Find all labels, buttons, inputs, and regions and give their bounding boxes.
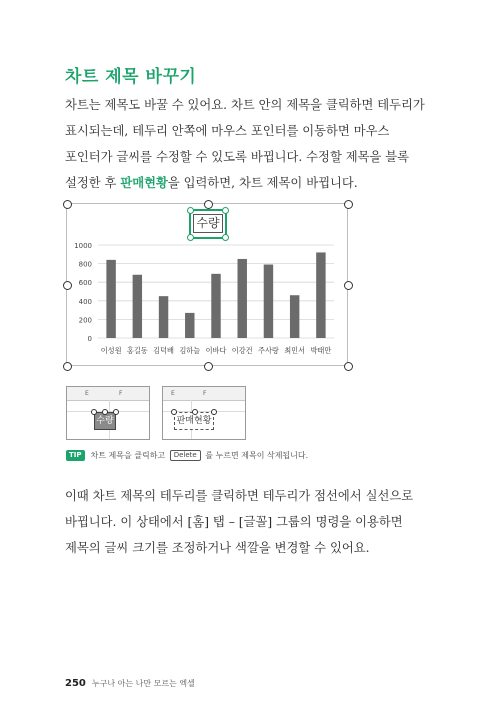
x-tick-label: 김덕배	[153, 346, 174, 355]
bar	[185, 313, 194, 338]
bar	[238, 259, 247, 338]
paragraph-intro-end: 을 입력하면, 차트 제목이 바뀝니다.	[167, 176, 358, 190]
title-handle	[113, 409, 119, 415]
sheet-snippet-after	[162, 386, 246, 440]
delete-key: Delete	[170, 450, 201, 461]
col-e-label: E	[85, 390, 89, 397]
chart-handle-tm[interactable]	[204, 200, 213, 209]
column-header	[163, 387, 245, 401]
col-f-label: F	[203, 390, 207, 397]
y-tick-label: 200	[78, 316, 92, 325]
y-tick-label: 0	[87, 335, 92, 343]
title-handle	[211, 409, 217, 415]
bar	[264, 265, 273, 338]
col-f-label: F	[119, 390, 123, 397]
title-solid-border: 수량	[94, 412, 116, 430]
title-handle	[171, 409, 177, 415]
bar	[211, 274, 220, 338]
chart-handle-mr[interactable]	[344, 281, 353, 290]
x-tick-label: 주사랑	[258, 346, 279, 355]
x-tick-label: 김하늘	[179, 346, 201, 355]
col-e-label: E	[171, 390, 175, 397]
chart-handle-br[interactable]	[344, 362, 353, 371]
title-handle-br	[222, 234, 229, 241]
section-heading: 차트 제목 바꾸기	[65, 67, 197, 87]
chart-handle-bl[interactable]	[63, 362, 72, 371]
x-tick-label: 박태만	[310, 346, 332, 355]
x-tick-label: 이강건	[231, 346, 253, 355]
tip-text: 차트 제목을 클릭하고	[90, 451, 168, 460]
paragraph-intro	[65, 92, 437, 196]
bar	[290, 295, 299, 338]
chart-handle-bm[interactable]	[204, 362, 213, 371]
x-tick-label: 홍길동	[126, 346, 148, 355]
bar	[159, 296, 168, 338]
tip-text-end: 를 누르면 제목이 삭제됩니다.	[202, 451, 309, 460]
bar	[316, 252, 325, 338]
title-handle-tl	[187, 207, 194, 214]
paragraph-intro-text: 차트는 제목도 바꿀 수 있어요. 차트 안의 제목을 클릭하면 테두리가 표시되는데, 테두리 안쪽에 마우스 포인터를 이동하면 마우스 포인터가 글씨를 수정할 수 있도록 바뀝니다. 수정할 제목을 블록 설정한 후	[65, 98, 425, 190]
x-tick-label: 이바다	[205, 346, 227, 355]
y-tick-label: 400	[78, 297, 92, 306]
bar	[106, 260, 115, 338]
chart-handle-ml[interactable]	[63, 281, 72, 290]
page-footer	[65, 678, 195, 689]
column-header	[67, 387, 149, 401]
y-tick-label: 800	[78, 260, 92, 269]
book-title: 누구나 아는 나만 모르는 엑셀	[91, 679, 195, 688]
x-tick-label: 최민서	[284, 346, 306, 355]
title-handle	[91, 409, 97, 415]
y-tick-label: 600	[78, 279, 92, 288]
y-tick-label: 1000	[74, 242, 92, 250]
page-number: 250	[65, 678, 86, 689]
highlight-text: 판매현황	[120, 176, 168, 190]
bar	[133, 275, 142, 338]
paragraph-border: 이때 차트 제목의 테두리를 클릭하면 테두리가 점선에서 실선으로 바뀝니다. 이 상태에서 [홈] 탭 – [글꼴] 그룹의 명령을 이용하면 제목의 글씨 크기를 조정하거나 색깔을 변경할 수 있어요.	[65, 489, 414, 555]
title-handle	[102, 409, 108, 415]
chart-title[interactable]: 수량	[193, 214, 223, 233]
sheet-snippet-before	[66, 386, 150, 440]
title-dashed-border: 판매현황	[174, 412, 214, 430]
x-tick-label: 이성원	[100, 346, 122, 355]
title-handle	[192, 409, 198, 415]
chart-handle-tl[interactable]	[63, 200, 72, 209]
title-handle-tr	[222, 207, 229, 214]
tip-note	[66, 449, 308, 462]
chart-handle-tr[interactable]	[344, 200, 353, 209]
title-handle-bl	[187, 234, 194, 241]
tip-badge: TIP	[66, 450, 85, 461]
